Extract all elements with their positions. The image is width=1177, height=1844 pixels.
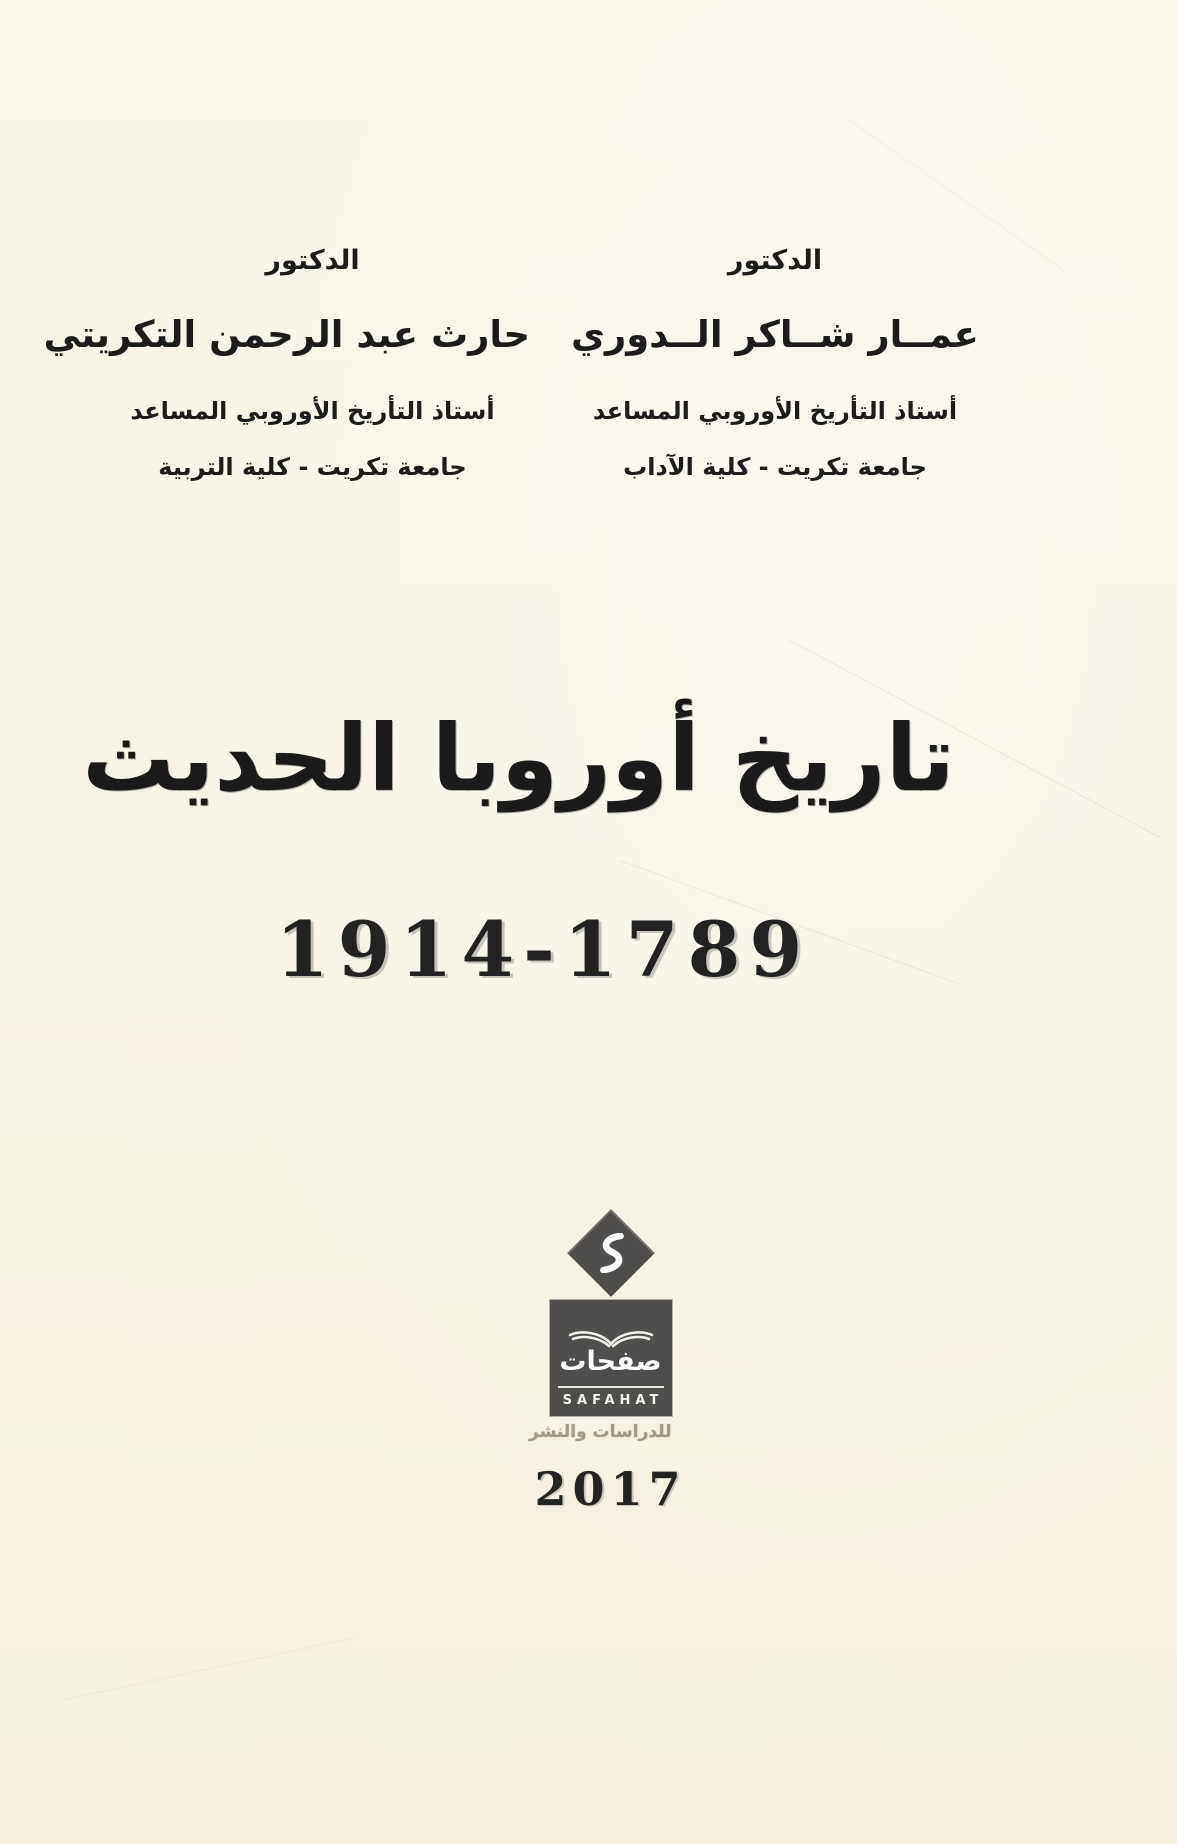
author-name: حارث عبد الرحمن التكريتي xyxy=(43,313,530,356)
author-honorific: الدكتور xyxy=(265,245,360,276)
publisher-logo-square xyxy=(550,1300,672,1416)
publisher-name-arabic: صفحات xyxy=(559,1346,662,1377)
open-book-icon xyxy=(550,1326,672,1348)
author-affiliation: جامعة تكريت - كلية التربية xyxy=(158,453,467,481)
author-name: عمــار شــاكر الــدوري xyxy=(571,313,979,356)
author-honorific: الدكتور xyxy=(727,245,823,276)
publisher-monogram-diamond xyxy=(567,1209,655,1297)
author-role: أستاذ التأريخ الأوروبي المساعد xyxy=(130,397,495,425)
publisher-name-latin: SAFAHAT xyxy=(562,1393,664,1408)
publisher-tagline: للدراسات والنشر xyxy=(529,1422,672,1442)
author-role: أستاذ التأريخ الأوروبي المساعد xyxy=(592,397,958,425)
publication-year: 2017 xyxy=(534,1462,687,1516)
publisher-logo xyxy=(529,1300,672,1442)
calligraphic-s-icon xyxy=(580,1222,642,1284)
author-affiliation: جامعة تكريت - كلية الآداب xyxy=(623,453,927,481)
book-title: تاريخ أوروبا الحديث xyxy=(82,705,955,812)
scan-crease xyxy=(60,1638,354,1701)
book-years: 1914-1789 xyxy=(275,905,812,994)
logo-divider-rule xyxy=(558,1386,664,1388)
